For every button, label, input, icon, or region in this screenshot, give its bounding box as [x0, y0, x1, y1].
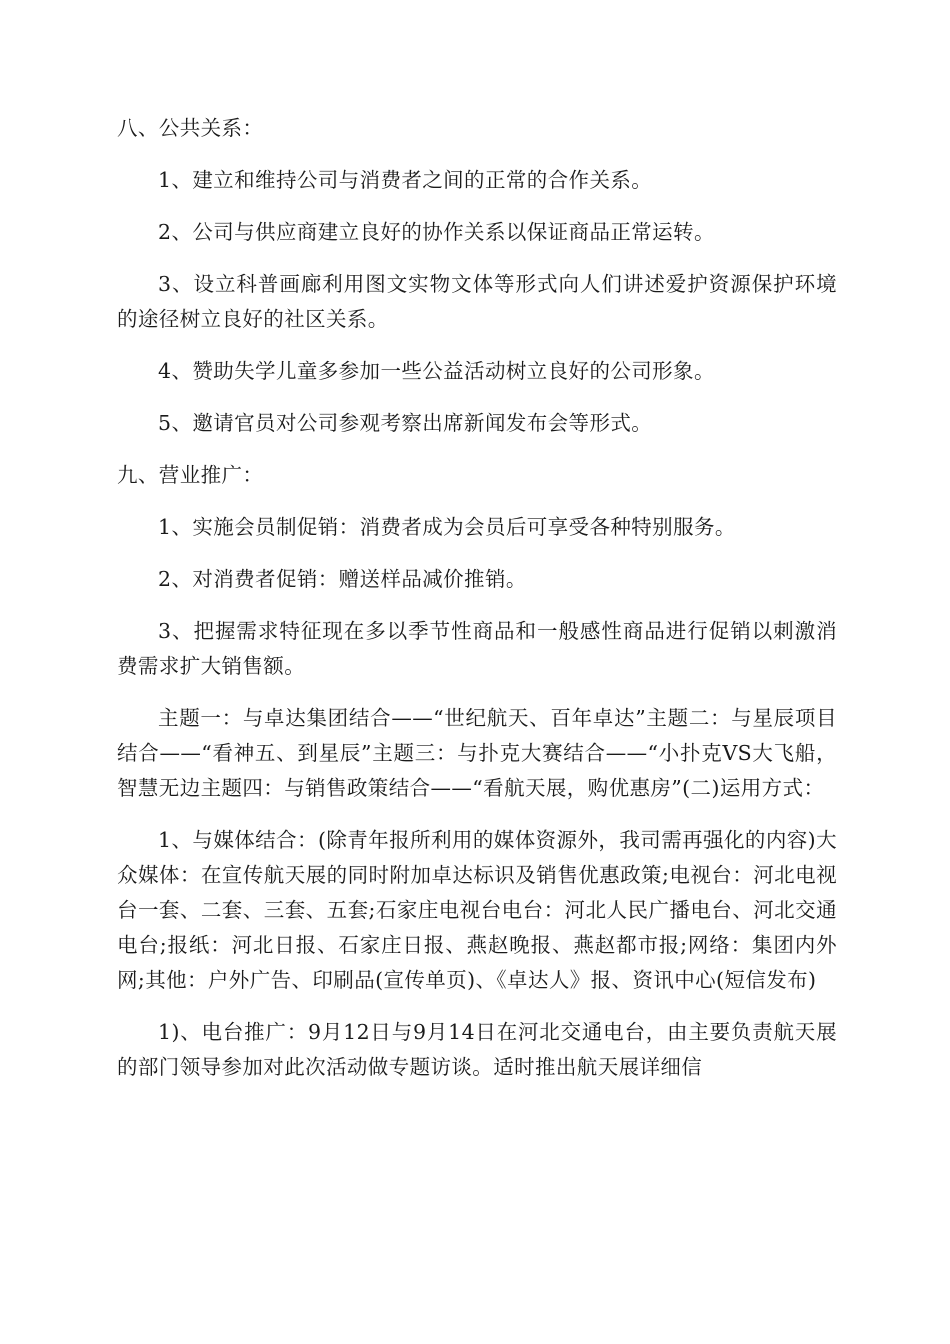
paragraph: 1)、电台推广：9月12日与9月14日在河北交通电台，由主要负责航天展的部门领导参加对此次活动做专题访谈。适时推出航天展详细信 [117, 1020, 837, 1079]
section-heading-public-relations: 八、公共关系： [117, 116, 264, 140]
paragraph: 4、赞助失学儿童多参加一些公益活动树立良好的公司形象。 [158, 359, 715, 383]
paragraph: 主题一：与卓达集团结合——“世纪航天、百年卓达”主题二：与星辰项目结合——“看神五、到星辰”主题三：与扑克大赛结合——“小扑克VS大飞船，智慧无边主题四：与销售政策结合——“看航天展，购优惠房”(二)运用方式： [117, 706, 837, 800]
paragraph: 1、建立和维持公司与消费者之间的正常的合作关系。 [158, 168, 653, 192]
section-heading-sales-promotion: 九、营业推广： [117, 463, 264, 487]
paragraph: 3、设立科普画廊利用图文实物文体等形式向人们讲述爱护资源保护环境的途径树立良好的社区关系。 [117, 272, 837, 331]
paragraph: 2、公司与供应商建立良好的协作关系以保证商品正常运转。 [158, 220, 715, 244]
document-body [117, 111, 837, 1102]
paragraph: 3、把握需求特征现在多以季节性商品和一般感性商品进行促销以刺激消费需求扩大销售额。 [117, 619, 837, 678]
paragraph: 2、对消费者促销：赠送样品减价推销。 [158, 567, 527, 591]
paragraph: 1、与媒体结合：(除青年报所利用的媒体资源外，我司需再强化的内容)大众媒体：在宣传航天展的同时附加卓达标识及销售优惠政策;电视台：河北电视台一套、二套、三套、五套;石家庄电视台电台：河北人民广播电台、河北交通电台;报纸：河北日报、石家庄日报、燕赵晚报、燕赵都市报;网络：集团内外网;其他：户外广告、印刷品(宣传单页)、《卓达人》报、资讯中心(短信发布) [117, 828, 837, 992]
paragraph: 1、实施会员制促销：消费者成为会员后可享受各种特别服务。 [158, 515, 736, 539]
paragraph: 5、邀请官员对公司参观考察出席新闻发布会等形式。 [158, 411, 653, 435]
